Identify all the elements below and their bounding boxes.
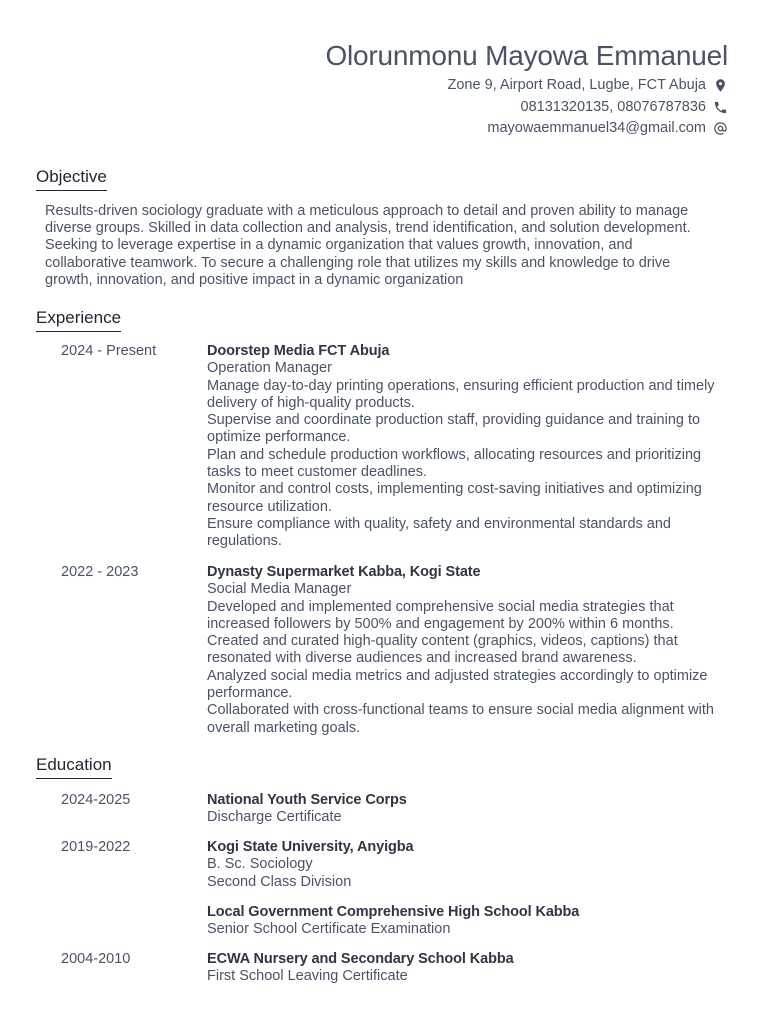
experience-date: 2022 - 2023: [61, 564, 139, 580]
experience-details: [207, 564, 732, 737]
experience-date: 2024 - Present: [61, 343, 157, 359]
qualification: First School Leaving Certificate: [207, 968, 408, 985]
job-title: Operation Manager: [207, 360, 332, 377]
experience-heading: Experience: [36, 307, 121, 332]
qualification: Discharge Certificate: [207, 809, 342, 826]
qualification: Senior School Certificate Examination: [207, 921, 451, 938]
education-details: [207, 951, 732, 986]
address-text: Zone 9, Airport Road, Lugbe, FCT Abuja: [447, 77, 706, 93]
objective-text: Results-driven sociology graduate with a meticulous approach to detail and proven ability to manage diverse groups. Skilled in data collection and analysis, trend identification, and solution development. Seeking to leverage expertise in a dynamic organization that values growth, innovation, and collaborative teamwork. To secure a challenging role that utilizes my skills and knowledge to drive growth, innovation, and positive impact in a dynamic organization: [45, 203, 691, 288]
education-details: [207, 904, 732, 939]
phone-line: [325, 97, 728, 119]
objective-heading: Objective: [36, 166, 107, 191]
email-line: [325, 118, 728, 140]
institution-name: Local Government Comprehensive High School Kabba: [207, 904, 580, 920]
institution-name: Kogi State University, Anyigba: [207, 839, 414, 855]
resume-header: [325, 38, 728, 140]
education-date: 2004-2010: [61, 951, 131, 967]
duty-item: Analyzed social media metrics and adjusted strategies accordingly to optimize performance.: [207, 667, 708, 702]
qualification: B. Sc. Sociology: [207, 856, 313, 873]
duty-item: Supervise and coordinate production staff, providing guidance and training to optimize performance.: [207, 412, 701, 446]
employer-name: Dynasty Supermarket Kabba, Kogi State: [207, 564, 481, 580]
duty-item: Created and curated high-quality content (graphics, videos, captions) that resonated with diverse audiences and increased brand awareness.: [207, 633, 678, 667]
qualification: Second Class Division: [207, 873, 352, 890]
address-line: [325, 75, 728, 97]
duty-item: Ensure compliance with quality, safety and environmental standards and regulations.: [207, 515, 671, 550]
phone-text: 08131320135, 08076787836: [520, 98, 706, 115]
institution-name: ECWA Nursery and Secondary School Kabba: [207, 951, 514, 967]
education-date: 2019-2022: [61, 839, 131, 855]
email-text[interactable]: mayowaemmanuel34@gmail.com: [487, 120, 706, 136]
duty-item: Monitor and control costs, implementing cost-saving initiatives and optimizing resource utilization.: [207, 481, 702, 515]
duty-item: Manage day-to-day printing operations, ensuring efficient production and timely delivery of high-quality products.: [207, 377, 715, 411]
education-details: [207, 792, 732, 827]
education-heading: Education: [36, 754, 112, 779]
education-date: 2024-2025: [61, 792, 131, 808]
duty-item: Developed and implemented comprehensive social media strategies that increased followers by 500% and engagement by 200% within 6 months.: [207, 598, 674, 632]
phone-icon: [712, 99, 728, 115]
education-details: [207, 839, 732, 891]
experience-details: [207, 343, 732, 551]
candidate-name: Olorunmonu Mayowa Emmanuel: [325, 40, 728, 71]
duty-item: Collaborated with cross-functional teams to ensure social media alignment with overall marketing goals.: [207, 702, 714, 736]
location-pin-icon: [712, 78, 728, 94]
employer-name: Doorstep Media FCT Abuja: [207, 343, 390, 359]
institution-name: National Youth Service Corps: [207, 792, 407, 808]
duty-item: Plan and schedule production workflows, allocating resources and prioritizing tasks to meet customer deadlines.: [207, 446, 702, 481]
job-title: Social Media Manager: [207, 581, 352, 598]
at-sign-icon: [712, 121, 728, 137]
